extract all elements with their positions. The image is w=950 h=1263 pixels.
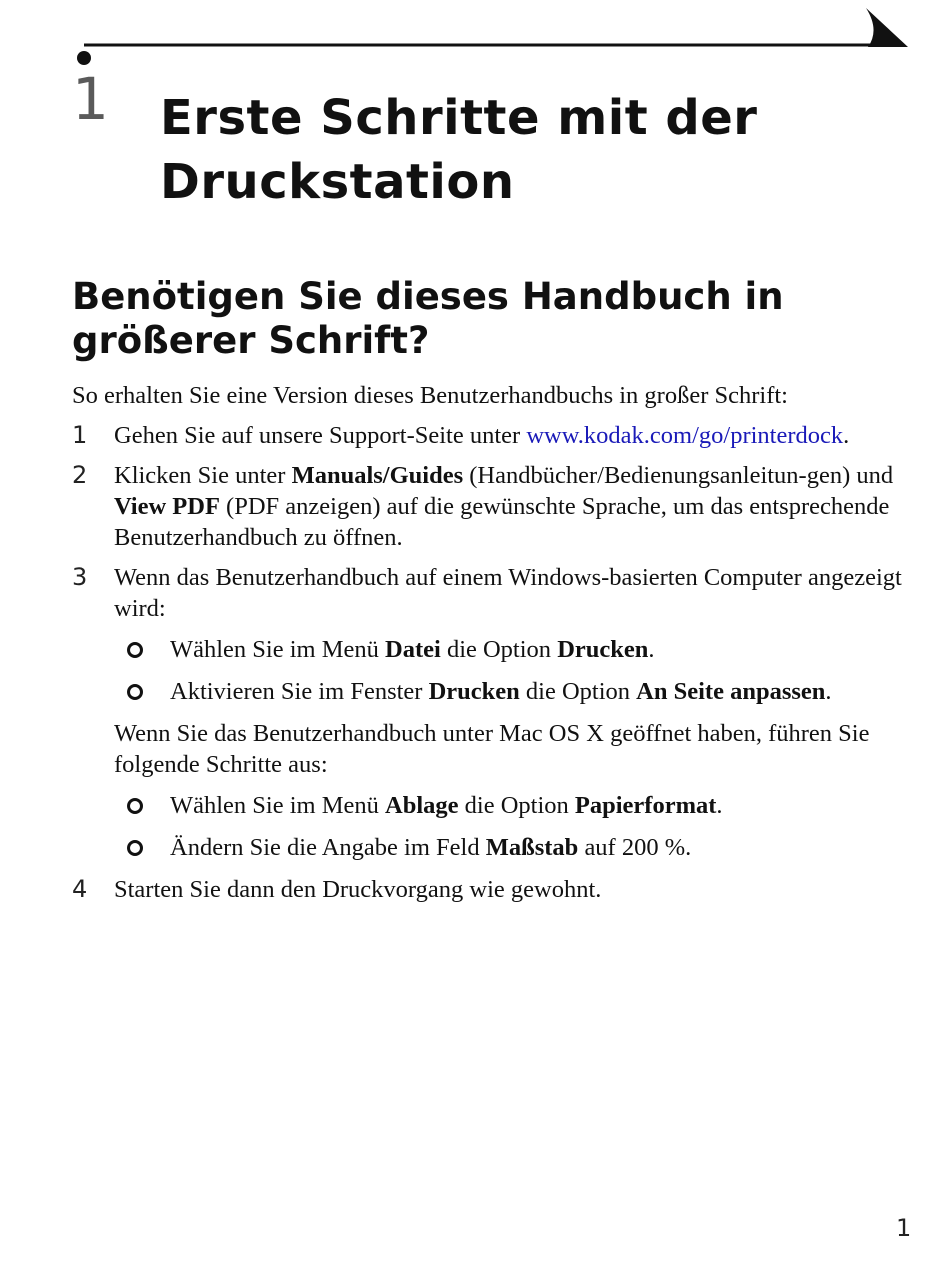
bullet-text: die Option bbox=[458, 792, 575, 819]
step-text: Klicken Sie unter bbox=[114, 462, 292, 489]
option-papierformat-label: Papierformat bbox=[574, 792, 717, 819]
mac-instructions: Wenn Sie das Benutzerhandbuch unter Mac OS X geöffnet haben, führen Sie folgende Schritte aus: bbox=[114, 720, 870, 778]
bullet-text: die Option bbox=[519, 678, 637, 705]
step-number: 4 bbox=[72, 875, 88, 903]
step-1 bbox=[72, 420, 922, 451]
bullet-text: die Option bbox=[440, 636, 558, 663]
circle-bullet-icon bbox=[127, 684, 143, 700]
menu-ablage-label: Ablage bbox=[385, 792, 459, 819]
option-fit-page-label: An Seite anpassen bbox=[636, 678, 826, 705]
intro-text: So erhalten Sie eine Version dieses Benutzerhandbuchs in großer Schrift: bbox=[72, 382, 788, 409]
step-text: (PDF anzeigen) auf die gewünschte Sprache, um das entsprechende Benutzerhandbuch zu öffnen. bbox=[114, 493, 890, 551]
step-number: 3 bbox=[72, 563, 88, 591]
step-number: 2 bbox=[72, 461, 88, 489]
bullet-item bbox=[114, 676, 922, 707]
bullet-text: Ändern Sie die Angabe im Feld bbox=[170, 834, 486, 861]
step-3 bbox=[72, 562, 922, 863]
bullet-text: Aktivieren Sie im Fenster bbox=[170, 678, 429, 705]
step-4 bbox=[72, 874, 922, 905]
bullet-text: auf 200 %. bbox=[578, 834, 692, 861]
bullet-text: Wählen Sie im Menü bbox=[170, 636, 386, 663]
field-massstab-label: Maßstab bbox=[485, 834, 579, 861]
circle-bullet-icon bbox=[127, 642, 143, 658]
manuals-guides-label: Manuals/Guides bbox=[291, 462, 464, 489]
step-2 bbox=[72, 460, 922, 553]
step-text: Starten Sie dann den Druckvorgang wie gewohnt. bbox=[114, 876, 602, 903]
bullet-item bbox=[114, 634, 922, 665]
bullet-text: . bbox=[825, 678, 832, 705]
step-text: Gehen Sie auf unsere Support-Seite unter bbox=[114, 422, 527, 449]
bullet-text: . bbox=[648, 636, 655, 663]
step-number: 1 bbox=[72, 421, 88, 449]
step-text-end: . bbox=[843, 422, 850, 449]
option-drucken-label: Drucken bbox=[557, 636, 649, 663]
chapter-number: 1 bbox=[72, 65, 109, 133]
bullet-item bbox=[114, 832, 922, 863]
step-text: (Handbücher/Bedienungsanleitun-gen) und bbox=[463, 462, 894, 489]
view-pdf-label: View PDF bbox=[114, 493, 220, 520]
menu-datei-label: Datei bbox=[385, 636, 441, 663]
body-content bbox=[72, 380, 922, 914]
window-drucken-label: Drucken bbox=[428, 678, 520, 705]
page-number: 1 bbox=[896, 1214, 912, 1242]
circle-bullet-icon bbox=[127, 798, 143, 814]
bullet-text: Wählen Sie im Menü bbox=[170, 792, 386, 819]
support-link[interactable]: www.kodak.com/go/printerdock bbox=[526, 422, 844, 449]
chapter-title: Erste Schritte mit der Druckstation bbox=[160, 90, 758, 210]
bullet-text: . bbox=[716, 792, 723, 819]
chapter-rule-icon bbox=[0, 0, 950, 80]
circle-bullet-icon bbox=[127, 840, 143, 856]
section-title: Benötigen Sie dieses Handbuch in größerer Schrift? bbox=[72, 275, 784, 362]
bullet-item bbox=[114, 790, 922, 821]
step-text: Wenn das Benutzerhandbuch auf einem Windows-basierten Computer angezeigt wird: bbox=[114, 564, 902, 622]
